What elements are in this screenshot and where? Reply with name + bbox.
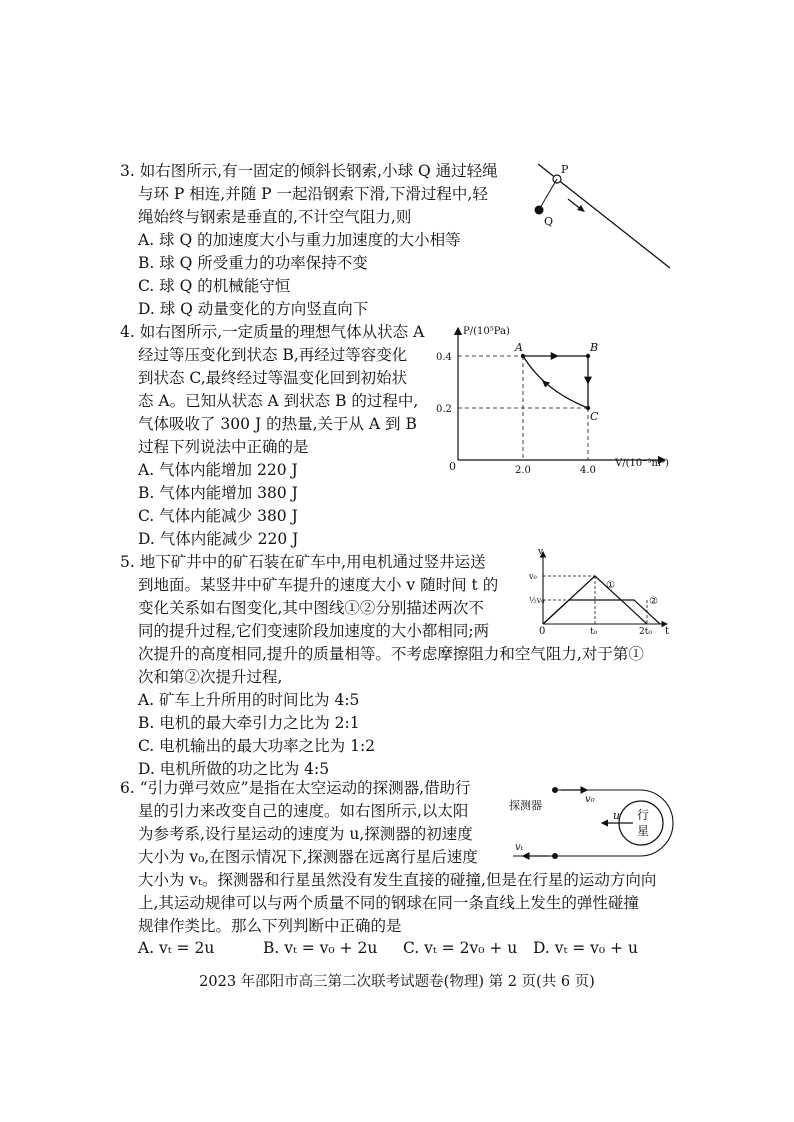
- planet-label-bottom: 星: [637, 824, 650, 838]
- q3-option-a: A. 球 Q 的加速度大小与重力加速度的大小相等: [138, 231, 461, 249]
- q4-stem-line-5: 气体吸收了 300 J 的热量,关于从 A 到 B: [138, 415, 417, 433]
- probe-start-dot: [552, 787, 558, 793]
- q5-option-c: C. 电机输出的最大功率之比为 1:2: [138, 737, 376, 755]
- curve-1-label: ①: [606, 580, 615, 591]
- state-point-a: [521, 354, 525, 358]
- q6-stem-line-1: 6. “引力弹弓效应”是指在太空运动的探测器,借助行: [120, 779, 471, 797]
- u-label: u: [613, 809, 621, 822]
- q6-stem-line-2: 星的引力来改变自己的速度。如右图所示,以太阳: [138, 802, 469, 820]
- q5-option-b: B. 电机的最大牵引力之比为 2:1: [138, 714, 360, 732]
- pv-marks: [436, 341, 599, 476]
- q4-option-a: A. 气体内能增加 220 J: [138, 461, 298, 479]
- motion-arrow-head: [577, 205, 585, 212]
- curve-2-label: ②: [649, 596, 658, 607]
- q3-stem-line-2: 与环 P 相连,并随 P 一起沿钢索下滑,下滑过程中,轻: [138, 185, 488, 203]
- p-tick-02: 0.2: [436, 404, 452, 415]
- p-tick-04: 0.4: [436, 352, 452, 363]
- process-ab-arrow: [551, 352, 559, 360]
- q5-stem-line-4: 同的提升过程,它们变速阶段加速度的大小都相同;两: [138, 622, 490, 640]
- q5-stem-line-3: 变化关系如右图变化,其中图线①②分别描述两次不: [138, 599, 484, 617]
- q-label: Q: [544, 215, 554, 228]
- q3-stem-line-3: 绳始终与钢索是垂直的,不计空气阻力,则: [138, 208, 412, 226]
- p-label: P: [561, 163, 569, 176]
- q5-vt-diagram: [525, 546, 675, 638]
- q4-pv-diagram: [436, 320, 680, 476]
- origin-label: 0: [539, 626, 546, 637]
- q5-option-a: A. 矿车上升所用的时间比为 4:5: [138, 691, 360, 709]
- light-rope: [540, 179, 557, 208]
- probe-label: 探测器: [509, 799, 542, 812]
- q3-option-b: B. 球 Q 所受重力的功率保持不变: [138, 254, 368, 272]
- q5-option-d: D. 电机所做的功之比为 4:5: [138, 760, 330, 778]
- q4-stem-line-1: 4. 如右图所示,一定质量的理想气体从状态 A: [120, 323, 425, 341]
- q6-option-d: D. vₜ = v₀ + u: [533, 939, 638, 957]
- t0-tick: t₀: [590, 627, 598, 637]
- q4-option-d: D. 气体内能减少 220 J: [138, 530, 299, 548]
- q6-stem-line-7: 规律作类比。那么下列判断中正确的是: [138, 917, 402, 935]
- q6-stem-line-6: 上,其运动规律可以与两个质量不同的钢球在同一条直线上发生的弹性碰撞: [138, 894, 639, 912]
- q4-stem-line-2: 经过等压变化到状态 B,再经过等容变化: [138, 346, 408, 364]
- vt-label: vₜ: [515, 842, 524, 853]
- q5-stem-line-1: 5. 地下矿井中的矿石装在矿车中,用电机通过竖井运送: [120, 553, 486, 571]
- state-label-c: C: [590, 410, 599, 423]
- p-axis-label: P/(10⁵Pa): [463, 326, 510, 337]
- state-label-b: B: [590, 341, 599, 354]
- v-tick-2: 2.0: [515, 465, 531, 476]
- ball-q: [535, 206, 544, 215]
- origin-label: 0: [449, 460, 456, 473]
- state-label-a: A: [515, 341, 523, 354]
- q6-stem-line-4: 大小为 v₀,在图示情况下,探测器在远离行星后速度: [138, 848, 478, 866]
- q4-option-b: B. 气体内能增加 380 J: [138, 484, 298, 502]
- half-v0-tick: ½v₀: [529, 596, 545, 605]
- q4-stem-line-4: 态 A。已知从状态 A 到状态 B 的过程中,: [138, 392, 419, 410]
- q3-figure-incline: [530, 160, 680, 275]
- q6-option-c: C. vₜ = 2v₀ + u: [403, 939, 518, 957]
- q6-stem-line-5: 大小为 vₜ。探测器和行星虽然没有发生直接的碰撞,但是在行星的运动方向向: [138, 871, 657, 889]
- planet-label-top: 行: [637, 808, 650, 822]
- q3-option-c: C. 球 Q 的机械能守恒: [138, 277, 291, 295]
- q6-slingshot-diagram: [505, 782, 685, 862]
- q6-option-a: A. vₜ = 2u: [138, 939, 215, 957]
- 2t0-tick: 2t₀: [639, 627, 652, 637]
- probe-end-dot: [552, 853, 558, 859]
- v0-tick: v₀: [529, 572, 537, 581]
- process-bc-arrow: [584, 377, 592, 385]
- state-point-b: [586, 354, 590, 358]
- q4-stem-line-6: 过程下列说法中正确的是: [138, 438, 309, 456]
- q5-stem-line-2: 到地面。某竖井中矿车提升的速度大小 v 随时间 t 的: [138, 576, 499, 594]
- v-axis-label: v: [538, 547, 544, 557]
- t-axis-label: t: [665, 626, 670, 637]
- v0-label: v₀: [585, 794, 595, 805]
- q5-stem-line-5: 次提升的高度相同,提升的质量相等。不考虑摩擦阻力和空气阻力,对于第①: [138, 645, 644, 663]
- process-ca: [523, 356, 588, 408]
- q5-stem-line-6: 次和第②次提升过程,: [138, 668, 283, 686]
- q3-option-d: D. 球 Q 动量变化的方向竖直向下: [138, 300, 369, 318]
- page-footer: 2023 年邵阳市高三第二次联考试题卷(物理) 第 2 页(共 6 页): [199, 974, 595, 990]
- v-axis-label: V/(10⁻³m³): [615, 458, 669, 469]
- q4-option-c: C. 气体内能减少 380 J: [138, 507, 298, 525]
- q3-stem-line-1: 3. 如右图所示,有一固定的倾斜长钢索,小球 Q 通过轻绳: [120, 162, 498, 180]
- q4-stem-line-3: 到状态 C,最终经过等温变化回到初始状: [138, 369, 408, 387]
- v-tick-4: 4.0: [580, 465, 596, 476]
- q6-option-b: B. vₜ = v₀ + 2u: [263, 939, 378, 957]
- q6-stem-line-3: 为参考系,设行星运动的速度为 u,探测器的初速度: [138, 825, 473, 843]
